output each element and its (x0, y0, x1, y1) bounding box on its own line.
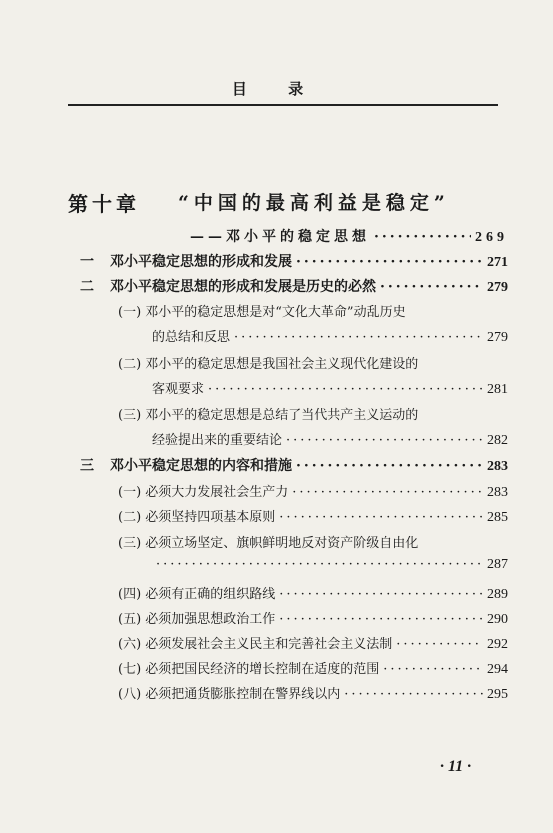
page-number: 290 (487, 612, 508, 627)
section-title: 邓小平稳定思想的内容和措施 (110, 458, 292, 474)
leader-dots (296, 254, 483, 270)
toc-section-1[interactable] (80, 251, 508, 271)
toc-sub-3-3-line1: (三) 必须立场坚定、旗帜鲜明地反对资产阶级自由化 (118, 536, 419, 551)
toc-sub-2-2[interactable] (152, 378, 508, 398)
toc-sub-3-1[interactable] (118, 481, 508, 501)
toc-sub-3-3[interactable] (152, 557, 508, 573)
section-mark: 三 (80, 458, 94, 474)
entry-title: (六) 必须发展社会主义民主和完善社会主义法制 (118, 637, 393, 652)
leader-dots (374, 229, 471, 245)
toc-sub-3-4[interactable] (118, 583, 508, 603)
leader-dots (156, 557, 483, 572)
leader-dots (279, 612, 483, 627)
footer-page-number: · 11 · (440, 758, 472, 775)
entry-title: 客观要求 (152, 382, 205, 397)
leader-dots (396, 637, 483, 652)
chapter-subtitle-entry[interactable] (190, 226, 508, 246)
section-title: 邓小平稳定思想的形成和发展 (110, 254, 292, 270)
toc-sub-2-3[interactable] (152, 429, 508, 449)
page-number: 279 (487, 330, 508, 345)
leader-dots (344, 687, 483, 702)
page-number: 287 (487, 557, 508, 572)
chapter-title: “中国的最高利益是稳定” (178, 192, 450, 214)
toc-sub-2-2-line1: (二) 邓小平的稳定思想是我国社会主义现代化建设的 (118, 357, 419, 372)
page-number: 295 (487, 687, 508, 702)
page-number: 283 (487, 485, 508, 500)
leader-dots (208, 382, 483, 397)
page-number: 283 (487, 459, 508, 474)
toc-sub-3-5[interactable] (118, 608, 508, 628)
entry-title: (一) 必须大力发展社会生产力 (118, 485, 289, 500)
leader-dots (383, 662, 483, 677)
section-mark: 二 (80, 279, 94, 295)
leader-dots (380, 279, 483, 295)
leader-dots (286, 433, 483, 448)
toc-sub-2-3-line1: (三) 邓小平的稳定思想是总结了当代共产主义运动的 (118, 408, 419, 423)
header-rule (68, 104, 498, 106)
leader-dots (292, 485, 483, 500)
page-number: 294 (487, 662, 508, 677)
entry-title: 的总结和反思 (152, 330, 231, 345)
toc-sub-2-1[interactable] (152, 326, 508, 346)
section-title: 邓小平稳定思想的形成和发展是历史的必然 (110, 279, 376, 295)
page-number: 279 (487, 280, 508, 295)
page-number: 269 (475, 230, 508, 245)
page-number: 282 (487, 433, 508, 448)
chapter-number: 第十章 (68, 192, 140, 216)
section-mark: 一 (80, 254, 94, 270)
entry-title: 经验提出来的重要结论 (152, 433, 283, 448)
page-number: 281 (487, 382, 508, 397)
entry-title: (五) 必须加强思想政治工作 (118, 612, 276, 627)
page-number: 292 (487, 637, 508, 652)
chapter-subtitle: ——邓小平的稳定思想 (190, 229, 370, 245)
toc-section-2[interactable] (80, 276, 508, 296)
toc-sub-3-8[interactable] (118, 683, 508, 703)
page-number: 289 (487, 587, 508, 602)
leader-dots (234, 330, 483, 345)
toc-section-3[interactable] (80, 455, 508, 475)
chapter-heading (68, 188, 508, 218)
toc-sub-3-2[interactable] (118, 506, 508, 526)
toc-sub-3-7[interactable] (118, 658, 508, 678)
toc-sub-3-6[interactable] (118, 633, 508, 653)
entry-title: (四) 必须有正确的组织路线 (118, 587, 276, 602)
entry-title: (七) 必须把国民经济的增长控制在适度的范围 (118, 662, 380, 677)
page-number: 285 (487, 510, 508, 525)
leader-dots (296, 458, 483, 474)
leader-dots (279, 510, 483, 525)
page-header: 目 录 (231, 80, 322, 98)
leader-dots (279, 587, 483, 602)
toc-sub-2-1-line1: (一) 邓小平的稳定思想是对“文化大革命”动乱历史 (118, 305, 406, 320)
entry-title: (八) 必须把通货膨胀控制在警界线以内 (118, 687, 341, 702)
entry-title: (二) 必须坚持四项基本原则 (118, 510, 276, 525)
page-number: 271 (487, 255, 508, 270)
